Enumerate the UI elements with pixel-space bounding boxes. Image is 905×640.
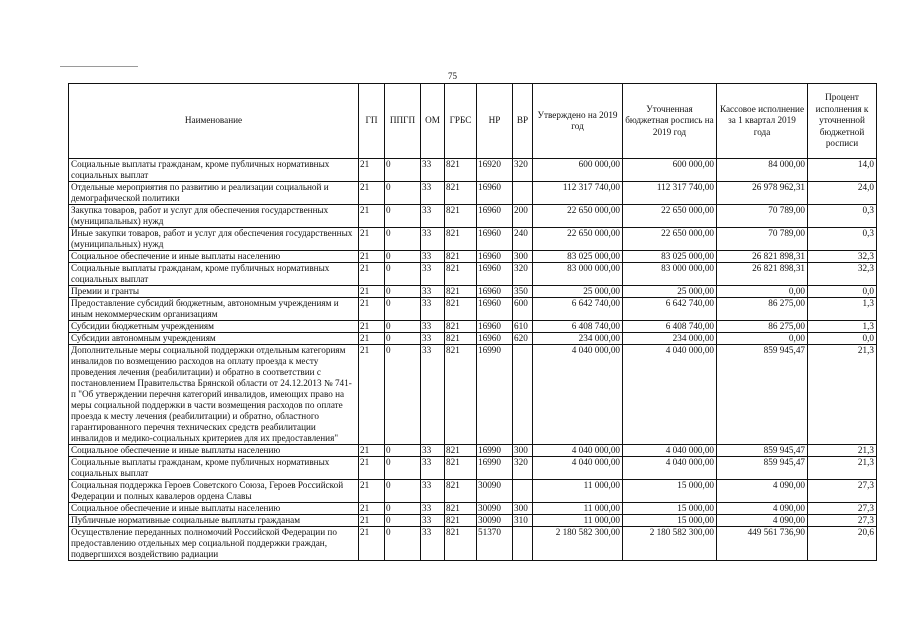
cell-grbs: 821 bbox=[445, 159, 477, 182]
cell-ppgp: 0 bbox=[385, 503, 421, 515]
table-row bbox=[69, 159, 877, 182]
cell-cash: 86 275,00 bbox=[717, 298, 808, 321]
cell-vr bbox=[513, 345, 533, 445]
cell-om: 33 bbox=[421, 228, 445, 251]
cell-refined: 83 000 000,00 bbox=[623, 263, 717, 286]
cell-gp: 21 bbox=[359, 515, 385, 527]
cell-nr: 16960 bbox=[477, 333, 513, 345]
cell-vr: 240 bbox=[513, 228, 533, 251]
cell-refined: 6 408 740,00 bbox=[623, 321, 717, 333]
cell-vr bbox=[513, 480, 533, 503]
cell-om: 33 bbox=[421, 333, 445, 345]
cell-cash: 449 561 736,90 bbox=[717, 527, 808, 561]
cell-ppgp: 0 bbox=[385, 321, 421, 333]
cell-ppgp: 0 bbox=[385, 251, 421, 263]
cell-percent: 27,3 bbox=[808, 480, 877, 503]
cell-name: Отдельные мероприятия по развитию и реализации социальной и демографической политики bbox=[69, 182, 359, 205]
table-row bbox=[69, 298, 877, 321]
cell-name: Закупка товаров, работ и услуг для обеспечения государственных (муниципальных) нужд bbox=[69, 205, 359, 228]
cell-cash: 86 275,00 bbox=[717, 321, 808, 333]
cell-percent: 0,3 bbox=[808, 228, 877, 251]
cell-nr: 16960 bbox=[477, 251, 513, 263]
table-row bbox=[69, 527, 877, 561]
cell-ppgp: 0 bbox=[385, 298, 421, 321]
cell-percent: 21,3 bbox=[808, 445, 877, 457]
cell-cash: 859 945,47 bbox=[717, 457, 808, 480]
cell-nr: 16960 bbox=[477, 286, 513, 298]
cell-om: 33 bbox=[421, 480, 445, 503]
cell-om: 33 bbox=[421, 263, 445, 286]
cell-vr: 320 bbox=[513, 159, 533, 182]
cell-grbs: 821 bbox=[445, 321, 477, 333]
table-row bbox=[69, 263, 877, 286]
cell-percent: 14,0 bbox=[808, 159, 877, 182]
col-nr-header: НР bbox=[477, 84, 513, 159]
cell-name: Социальное обеспечение и иные выплаты населению bbox=[69, 503, 359, 515]
cell-percent: 32,3 bbox=[808, 263, 877, 286]
cell-ppgp: 0 bbox=[385, 457, 421, 480]
cell-grbs: 821 bbox=[445, 503, 477, 515]
cell-grbs: 821 bbox=[445, 182, 477, 205]
cell-approved: 25 000,00 bbox=[533, 286, 623, 298]
cell-name: Социальные выплаты гражданам, кроме публичных нормативных социальных выплат bbox=[69, 159, 359, 182]
scan-artifact-line bbox=[60, 66, 138, 67]
cell-grbs: 821 bbox=[445, 298, 477, 321]
cell-cash: 70 789,00 bbox=[717, 228, 808, 251]
cell-refined: 22 650 000,00 bbox=[623, 228, 717, 251]
cell-percent: 0,0 bbox=[808, 333, 877, 345]
col-approved-header: Утверждено на 2019 год bbox=[533, 84, 623, 159]
cell-percent: 0,3 bbox=[808, 205, 877, 228]
cell-approved: 83 000 000,00 bbox=[533, 263, 623, 286]
cell-grbs: 821 bbox=[445, 480, 477, 503]
cell-percent: 27,3 bbox=[808, 503, 877, 515]
col-cash-header: Кассовое исполнение за 1 квартал 2019 года bbox=[717, 84, 808, 159]
cell-refined: 22 650 000,00 bbox=[623, 205, 717, 228]
cell-cash: 26 821 898,31 bbox=[717, 263, 808, 286]
table-row bbox=[69, 205, 877, 228]
table-row bbox=[69, 333, 877, 345]
cell-grbs: 821 bbox=[445, 527, 477, 561]
table-row bbox=[69, 445, 877, 457]
cell-nr: 16960 bbox=[477, 182, 513, 205]
cell-approved: 11 000,00 bbox=[533, 480, 623, 503]
table-row bbox=[69, 503, 877, 515]
cell-refined: 4 040 000,00 bbox=[623, 445, 717, 457]
cell-vr bbox=[513, 182, 533, 205]
cell-name: Субсидии бюджетным учреждениям bbox=[69, 321, 359, 333]
cell-ppgp: 0 bbox=[385, 159, 421, 182]
cell-vr: 620 bbox=[513, 333, 533, 345]
cell-om: 33 bbox=[421, 345, 445, 445]
cell-name: Социальное обеспечение и иные выплаты населению bbox=[69, 251, 359, 263]
cell-grbs: 821 bbox=[445, 228, 477, 251]
cell-om: 33 bbox=[421, 527, 445, 561]
cell-refined: 25 000,00 bbox=[623, 286, 717, 298]
cell-ppgp: 0 bbox=[385, 345, 421, 445]
cell-refined: 83 025 000,00 bbox=[623, 251, 717, 263]
cell-om: 33 bbox=[421, 298, 445, 321]
col-grbs-header: ГРБС bbox=[445, 84, 477, 159]
cell-vr: 200 bbox=[513, 205, 533, 228]
cell-percent: 27,3 bbox=[808, 515, 877, 527]
cell-om: 33 bbox=[421, 515, 445, 527]
cell-percent: 0,0 bbox=[808, 286, 877, 298]
cell-approved: 11 000,00 bbox=[533, 503, 623, 515]
cell-gp: 21 bbox=[359, 480, 385, 503]
cell-grbs: 821 bbox=[445, 286, 477, 298]
cell-vr: 300 bbox=[513, 251, 533, 263]
cell-vr: 350 bbox=[513, 286, 533, 298]
cell-percent: 21,3 bbox=[808, 345, 877, 445]
cell-vr: 300 bbox=[513, 445, 533, 457]
cell-ppgp: 0 bbox=[385, 263, 421, 286]
cell-nr: 16960 bbox=[477, 228, 513, 251]
cell-name: Социальное обеспечение и иные выплаты населению bbox=[69, 445, 359, 457]
cell-gp: 21 bbox=[359, 286, 385, 298]
cell-cash: 4 090,00 bbox=[717, 515, 808, 527]
cell-refined: 234 000,00 bbox=[623, 333, 717, 345]
cell-percent: 32,3 bbox=[808, 251, 877, 263]
cell-gp: 21 bbox=[359, 251, 385, 263]
cell-gp: 21 bbox=[359, 263, 385, 286]
cell-gp: 21 bbox=[359, 228, 385, 251]
cell-gp: 21 bbox=[359, 205, 385, 228]
cell-vr: 600 bbox=[513, 298, 533, 321]
cell-om: 33 bbox=[421, 182, 445, 205]
cell-name: Премии и гранты bbox=[69, 286, 359, 298]
cell-vr bbox=[513, 527, 533, 561]
cell-approved: 4 040 000,00 bbox=[533, 457, 623, 480]
cell-name: Социальные выплаты гражданам, кроме публичных нормативных социальных выплат bbox=[69, 457, 359, 480]
cell-approved: 234 000,00 bbox=[533, 333, 623, 345]
cell-approved: 2 180 582 300,00 bbox=[533, 527, 623, 561]
cell-gp: 21 bbox=[359, 445, 385, 457]
col-name-header: Наименование bbox=[69, 84, 359, 159]
cell-percent: 1,3 bbox=[808, 298, 877, 321]
cell-approved: 11 000,00 bbox=[533, 515, 623, 527]
col-refined-header: Уточненная бюджетная роспись на 2019 год bbox=[623, 84, 717, 159]
page-number: 75 bbox=[448, 71, 457, 81]
cell-grbs: 821 bbox=[445, 345, 477, 445]
cell-cash: 0,00 bbox=[717, 286, 808, 298]
cell-om: 33 bbox=[421, 159, 445, 182]
cell-approved: 6 408 740,00 bbox=[533, 321, 623, 333]
cell-nr: 16960 bbox=[477, 263, 513, 286]
cell-percent: 20,6 bbox=[808, 527, 877, 561]
table-row bbox=[69, 228, 877, 251]
cell-approved: 83 025 000,00 bbox=[533, 251, 623, 263]
cell-cash: 84 000,00 bbox=[717, 159, 808, 182]
cell-gp: 21 bbox=[359, 457, 385, 480]
cell-om: 33 bbox=[421, 286, 445, 298]
table-row bbox=[69, 345, 877, 445]
cell-cash: 70 789,00 bbox=[717, 205, 808, 228]
cell-refined: 2 180 582 300,00 bbox=[623, 527, 717, 561]
cell-refined: 15 000,00 bbox=[623, 480, 717, 503]
cell-refined: 600 000,00 bbox=[623, 159, 717, 182]
cell-om: 33 bbox=[421, 445, 445, 457]
cell-name: Социальные выплаты гражданам, кроме публичных нормативных социальных выплат bbox=[69, 263, 359, 286]
cell-grbs: 821 bbox=[445, 333, 477, 345]
cell-refined: 6 642 740,00 bbox=[623, 298, 717, 321]
cell-gp: 21 bbox=[359, 159, 385, 182]
cell-cash: 0,00 bbox=[717, 333, 808, 345]
cell-percent: 21,3 bbox=[808, 457, 877, 480]
cell-refined: 15 000,00 bbox=[623, 503, 717, 515]
cell-ppgp: 0 bbox=[385, 515, 421, 527]
cell-nr: 16990 bbox=[477, 457, 513, 480]
cell-refined: 112 317 740,00 bbox=[623, 182, 717, 205]
cell-approved: 6 642 740,00 bbox=[533, 298, 623, 321]
cell-ppgp: 0 bbox=[385, 182, 421, 205]
cell-name: Социальная поддержка Героев Советского Союза, Героев Российской Федерации и полных кавалеров ордена Славы bbox=[69, 480, 359, 503]
col-ppgp-header: ППГП bbox=[385, 84, 421, 159]
cell-nr: 16990 bbox=[477, 445, 513, 457]
cell-refined: 15 000,00 bbox=[623, 515, 717, 527]
cell-approved: 4 040 000,00 bbox=[533, 345, 623, 445]
cell-ppgp: 0 bbox=[385, 445, 421, 457]
cell-name: Предоставление субсидий бюджетным, автономным учреждениям и иным некоммерческим организациям bbox=[69, 298, 359, 321]
cell-ppgp: 0 bbox=[385, 527, 421, 561]
cell-percent: 24,0 bbox=[808, 182, 877, 205]
cell-name: Публичные нормативные социальные выплаты гражданам bbox=[69, 515, 359, 527]
cell-grbs: 821 bbox=[445, 251, 477, 263]
cell-om: 33 bbox=[421, 321, 445, 333]
cell-approved: 22 650 000,00 bbox=[533, 205, 623, 228]
cell-name: Осуществление переданных полномочий Российской Федерации по предоставлению отдельных мер социальной поддержки граждан, подвергшихся воздействию радиации bbox=[69, 527, 359, 561]
cell-grbs: 821 bbox=[445, 457, 477, 480]
cell-gp: 21 bbox=[359, 321, 385, 333]
cell-cash: 4 090,00 bbox=[717, 480, 808, 503]
table-header bbox=[69, 84, 877, 159]
table-row bbox=[69, 480, 877, 503]
cell-ppgp: 0 bbox=[385, 205, 421, 228]
cell-nr: 16960 bbox=[477, 298, 513, 321]
cell-nr: 16990 bbox=[477, 345, 513, 445]
cell-vr: 320 bbox=[513, 263, 533, 286]
cell-gp: 21 bbox=[359, 182, 385, 205]
header-row bbox=[69, 84, 877, 159]
cell-ppgp: 0 bbox=[385, 480, 421, 503]
cell-nr: 30090 bbox=[477, 503, 513, 515]
cell-grbs: 821 bbox=[445, 205, 477, 228]
cell-gp: 21 bbox=[359, 527, 385, 561]
cell-om: 33 bbox=[421, 251, 445, 263]
cell-vr: 610 bbox=[513, 321, 533, 333]
col-gp-header: ГП bbox=[359, 84, 385, 159]
cell-approved: 4 040 000,00 bbox=[533, 445, 623, 457]
cell-om: 33 bbox=[421, 503, 445, 515]
cell-refined: 4 040 000,00 bbox=[623, 345, 717, 445]
cell-name: Субсидии автономным учреждениям bbox=[69, 333, 359, 345]
cell-nr: 16960 bbox=[477, 205, 513, 228]
table-row bbox=[69, 182, 877, 205]
cell-approved: 112 317 740,00 bbox=[533, 182, 623, 205]
cell-nr: 30090 bbox=[477, 480, 513, 503]
cell-grbs: 821 bbox=[445, 263, 477, 286]
cell-approved: 22 650 000,00 bbox=[533, 228, 623, 251]
cell-gp: 21 bbox=[359, 503, 385, 515]
cell-nr: 51370 bbox=[477, 527, 513, 561]
cell-refined: 4 040 000,00 bbox=[623, 457, 717, 480]
table-row bbox=[69, 515, 877, 527]
table-row bbox=[69, 457, 877, 480]
col-om-header: ОМ bbox=[421, 84, 445, 159]
col-vr-header: ВР bbox=[513, 84, 533, 159]
cell-grbs: 821 bbox=[445, 445, 477, 457]
cell-cash: 4 090,00 bbox=[717, 503, 808, 515]
cell-gp: 21 bbox=[359, 345, 385, 445]
table-row bbox=[69, 251, 877, 263]
cell-grbs: 821 bbox=[445, 515, 477, 527]
cell-gp: 21 bbox=[359, 333, 385, 345]
cell-vr: 310 bbox=[513, 515, 533, 527]
cell-ppgp: 0 bbox=[385, 228, 421, 251]
cell-nr: 16960 bbox=[477, 321, 513, 333]
cell-om: 33 bbox=[421, 457, 445, 480]
cell-cash: 859 945,47 bbox=[717, 445, 808, 457]
cell-ppgp: 0 bbox=[385, 333, 421, 345]
cell-vr: 300 bbox=[513, 503, 533, 515]
cell-approved: 600 000,00 bbox=[533, 159, 623, 182]
cell-name: Дополнительные меры социальной поддержки отдельным категориям инвалидов по возмещению расходов на оплату проезда к месту проведения лечения (реабилитации) и обратно в соответствии с постановлением Правительства Брянской области от 24.12.2013 № 741-п "Об утверждении перечня категорий инвалидов, имеющих право на меры социальной поддержки в части возмещения расходов по оплате проезда к месту лечения (реабилитации) и обратно, областного гарантированного перечня технических средств реабилитации инвалидов и медико-социальных критериев для их предоставления" bbox=[69, 345, 359, 445]
cell-name: Иные закупки товаров, работ и услуг для обеспечения государственных (муниципальных) нужд bbox=[69, 228, 359, 251]
cell-percent: 1,3 bbox=[808, 321, 877, 333]
cell-cash: 26 821 898,31 bbox=[717, 251, 808, 263]
budget-execution-table bbox=[68, 83, 877, 561]
cell-nr: 16920 bbox=[477, 159, 513, 182]
cell-cash: 859 945,47 bbox=[717, 345, 808, 445]
table-body bbox=[69, 159, 877, 561]
table-row bbox=[69, 321, 877, 333]
cell-gp: 21 bbox=[359, 298, 385, 321]
cell-ppgp: 0 bbox=[385, 286, 421, 298]
cell-cash: 26 978 962,31 bbox=[717, 182, 808, 205]
cell-om: 33 bbox=[421, 205, 445, 228]
table-row bbox=[69, 286, 877, 298]
cell-vr: 320 bbox=[513, 457, 533, 480]
cell-nr: 30090 bbox=[477, 515, 513, 527]
col-percent-header: Процент исполнения к уточненной бюджетной росписи bbox=[808, 84, 877, 159]
